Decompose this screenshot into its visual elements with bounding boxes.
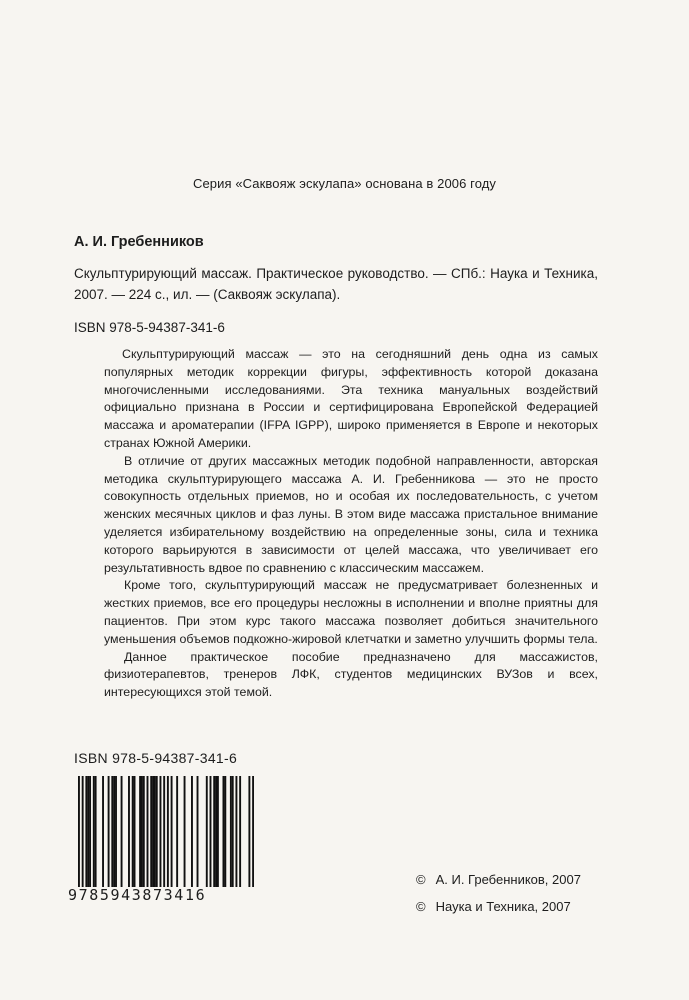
barcode-bar [121, 776, 123, 902]
copyright-holder: Наука и Техника, 2007 [435, 899, 571, 914]
barcode-bar [217, 776, 219, 902]
barcode-bar [128, 776, 130, 902]
barcode-bar [147, 776, 149, 902]
barcode-bar [113, 776, 115, 902]
barcode-bar [139, 776, 141, 902]
barcode-bar [160, 776, 162, 902]
barcode-bar [156, 776, 158, 902]
barcode-bar [154, 776, 156, 902]
barcode-bar [143, 776, 145, 902]
barcode-bar [85, 776, 87, 902]
barcode-bar [87, 776, 89, 902]
barcode-bar [163, 776, 165, 902]
annotation [104, 346, 598, 702]
barcode-bar [132, 776, 134, 902]
barcode-bar [191, 776, 193, 902]
barcode-bar [89, 776, 91, 902]
barcode-bar [232, 776, 234, 902]
copyright-line [416, 866, 581, 893]
barcode-image [68, 776, 254, 902]
barcode-bar [134, 776, 136, 902]
barcode-bar [102, 776, 104, 902]
barcode-bar [213, 776, 215, 902]
barcode-bar [171, 776, 173, 902]
barcode-bar [150, 776, 152, 902]
copyright-holder: А. И. Гребенников, 2007 [435, 872, 581, 887]
barcode-bar [82, 776, 84, 902]
barcode-bar [176, 776, 178, 902]
barcode-bar [235, 776, 237, 902]
annotation-paragraph: В отличие от других массажных методик подобной направленности, авторская методика скульптурирующего массажа А. И. Гребенникова — это не просто совокупность отдельных приемов, но и особая их последовательность, с учетом женских месячных циклов и фаз луны. В этом виде массажа пристальное внимание уделяется избирательному воздействию на определенные зоны, сила и техника которого варьируются в зависимости от целей массажа, что увеличивает его результативность вдвое по сравнению с классическим массажем. [104, 453, 598, 575]
copyright-sign: © [416, 872, 426, 887]
barcode-bar [197, 776, 199, 902]
barcode-bar [239, 776, 241, 902]
isbn-line: ISBN 978-5-94387-341-6 [74, 320, 225, 335]
barcode-bar [206, 776, 208, 902]
barcode-bar [184, 776, 186, 902]
barcode-digits: 9785943873416 [68, 887, 254, 903]
barcode-bar [224, 776, 226, 902]
bibliographic-description: Скульптурирующий массаж. Практическое руководство. — СПб.: Наука и Техника, 2007. — 224 с., ил. — (Саквояж эскулапа). [74, 266, 598, 302]
barcode-bar [252, 776, 254, 902]
copyright-sign: © [416, 899, 426, 914]
barcode-bar [93, 776, 95, 902]
barcode-bar [210, 776, 212, 902]
barcode-bar [230, 776, 232, 902]
barcode-bar [248, 776, 250, 902]
barcode-bar [78, 776, 80, 902]
barcode-bar [95, 776, 97, 902]
barcode-bar [152, 776, 154, 902]
barcode-bar [141, 776, 143, 902]
author-name: А. И. Гребенников [74, 234, 204, 250]
annotation-paragraph: Кроме того, скульптурирующий массаж не предусматривает болезненных и жестких приемов, все его процедуры несложны в исполнении и вполне приятны для пациентов. При этом курс такого массажа позволяет добиться значительного уменьшения объемов подкожно-жировой клетчатки и заметно улучшить формы тела. [104, 578, 598, 646]
barcode-bar [167, 776, 169, 902]
annotation-paragraph: Скульптурирующий массаж — это на сегодняшний день одна из самых популярных методик коррекции фигуры, эффективность которой доказана многочисленными исследованиями. Эта техника мануальных воздействий официально признана в России и сертифицирована Европейской Федерацией массажа и ароматерапии (IFPA IGPP), широко применяется в Европе и некоторых странах Южной Америки. [104, 347, 598, 450]
series-note: Серия «Саквояж эскулапа» основана в 2006 году [192, 176, 497, 191]
annotation-paragraph: Данное практическое пособие предназначено для массажистов, физиотерапевтов, тренеров ЛФК, студентов медицинских ВУЗов и всех, интересующихся этой темой. [104, 649, 598, 700]
barcode-bar [115, 776, 117, 902]
barcode-bar [108, 776, 110, 902]
barcode-bar [215, 776, 217, 902]
copyright-block [416, 866, 581, 920]
copyright-line [416, 893, 581, 920]
barcode-bar [111, 776, 113, 902]
barcode-bar [223, 776, 225, 902]
barcode-isbn-label: ISBN 978-5-94387-341-6 [74, 750, 238, 766]
